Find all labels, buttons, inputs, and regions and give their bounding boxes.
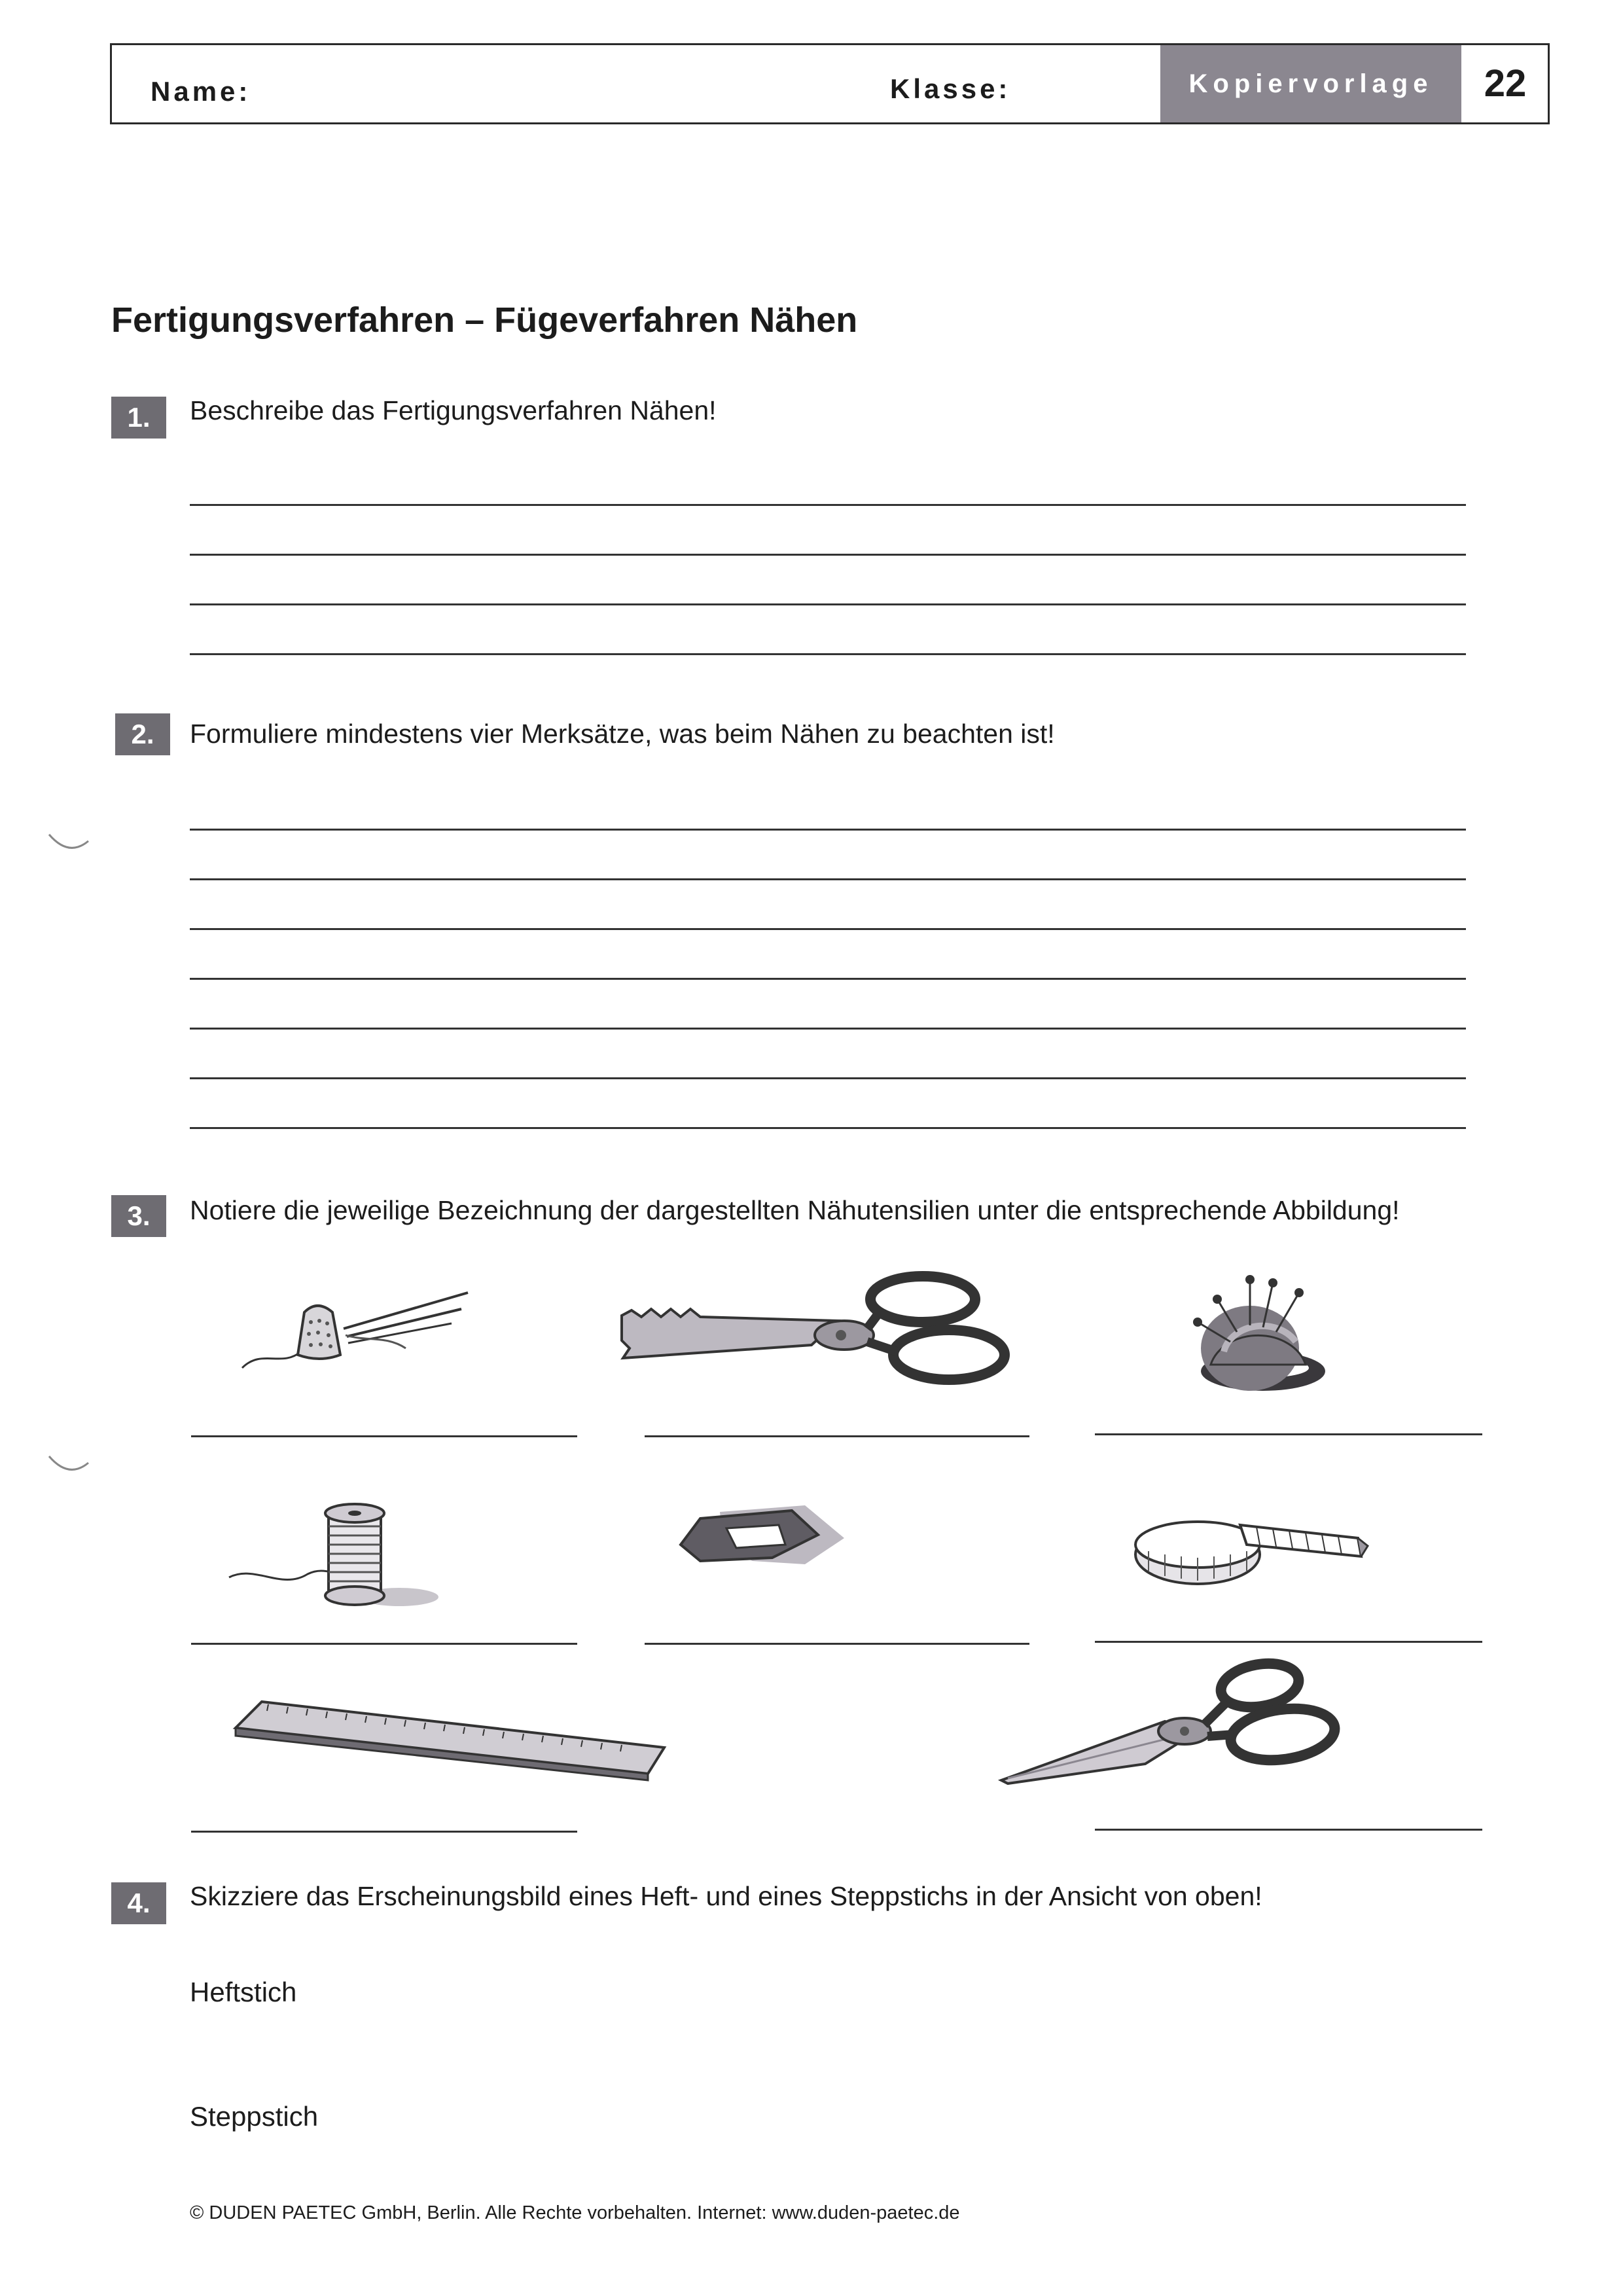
- answer-line[interactable]: [190, 878, 1466, 880]
- answer-line[interactable]: [1095, 1641, 1482, 1643]
- answer-line[interactable]: [645, 1435, 1029, 1437]
- name-label: Name:: [151, 76, 251, 107]
- tailors-scissors-icon: [1001, 1659, 1342, 1790]
- answer-line[interactable]: [190, 829, 1466, 831]
- answer-line[interactable]: [190, 978, 1466, 980]
- task-2-text: Formuliere mindestens vier Merksätze, was beim Nähen zu beachten ist!: [190, 719, 1055, 749]
- answer-line[interactable]: [191, 1643, 577, 1645]
- punch-hole-mark: [46, 1453, 98, 1479]
- answer-line[interactable]: [190, 504, 1466, 506]
- answer-line[interactable]: [190, 1077, 1466, 1079]
- task-3-text: Notiere die jeweilige Bezeichnung der dargestellten Nähutensilien unter die entsprechende Abbildung!: [190, 1195, 1400, 1225]
- answer-line[interactable]: [190, 554, 1466, 556]
- answer-line[interactable]: [190, 1028, 1466, 1030]
- punch-hole-mark: [46, 831, 98, 857]
- copyright-footer: © DUDEN PAETEC GmbH, Berlin. Alle Rechte vorbehalten. Internet: www.duden-paetec.de: [190, 2202, 960, 2223]
- answer-line[interactable]: [191, 1435, 577, 1437]
- answer-line[interactable]: [190, 603, 1466, 605]
- answer-line[interactable]: [1095, 1433, 1482, 1435]
- answer-line[interactable]: [1095, 1829, 1482, 1831]
- kopiervorlage-badge: Kopiervorlage: [1160, 45, 1461, 122]
- steppstich-label: Steppstich: [190, 2101, 319, 2132]
- task-1-number: 1.: [111, 397, 166, 439]
- page-number: 22: [1484, 62, 1527, 105]
- answer-line[interactable]: [191, 1831, 577, 1833]
- class-label: Klasse:: [890, 73, 1011, 104]
- task-3-number: 3.: [111, 1195, 166, 1237]
- answer-line[interactable]: [645, 1643, 1029, 1645]
- answer-line[interactable]: [190, 1127, 1466, 1129]
- ruler-icon: [229, 1689, 668, 1780]
- task-1-text: Beschreibe das Fertigungsverfahren Nähen!: [190, 395, 717, 425]
- answer-line[interactable]: [190, 928, 1466, 930]
- pinking-shears-icon: [615, 1270, 1021, 1388]
- tape-measure-icon: [1129, 1499, 1371, 1597]
- task-4-text: Skizziere das Erscheinungsbild eines Heft- und eines Steppstichs in der Ansicht von oben!: [190, 1881, 1262, 1911]
- thimble-and-needles-icon: [236, 1283, 478, 1374]
- task-4-number: 4.: [111, 1882, 166, 1924]
- pincushion-icon: [1185, 1270, 1348, 1394]
- tailors-chalk-icon: [674, 1499, 851, 1584]
- thread-spool-icon: [229, 1499, 438, 1610]
- heftstich-label: Heftstich: [190, 1977, 297, 2007]
- page-title: Fertigungsverfahren – Fügeverfahren Nähen: [111, 300, 858, 340]
- task-2-number: 2.: [115, 713, 170, 755]
- answer-line[interactable]: [190, 653, 1466, 655]
